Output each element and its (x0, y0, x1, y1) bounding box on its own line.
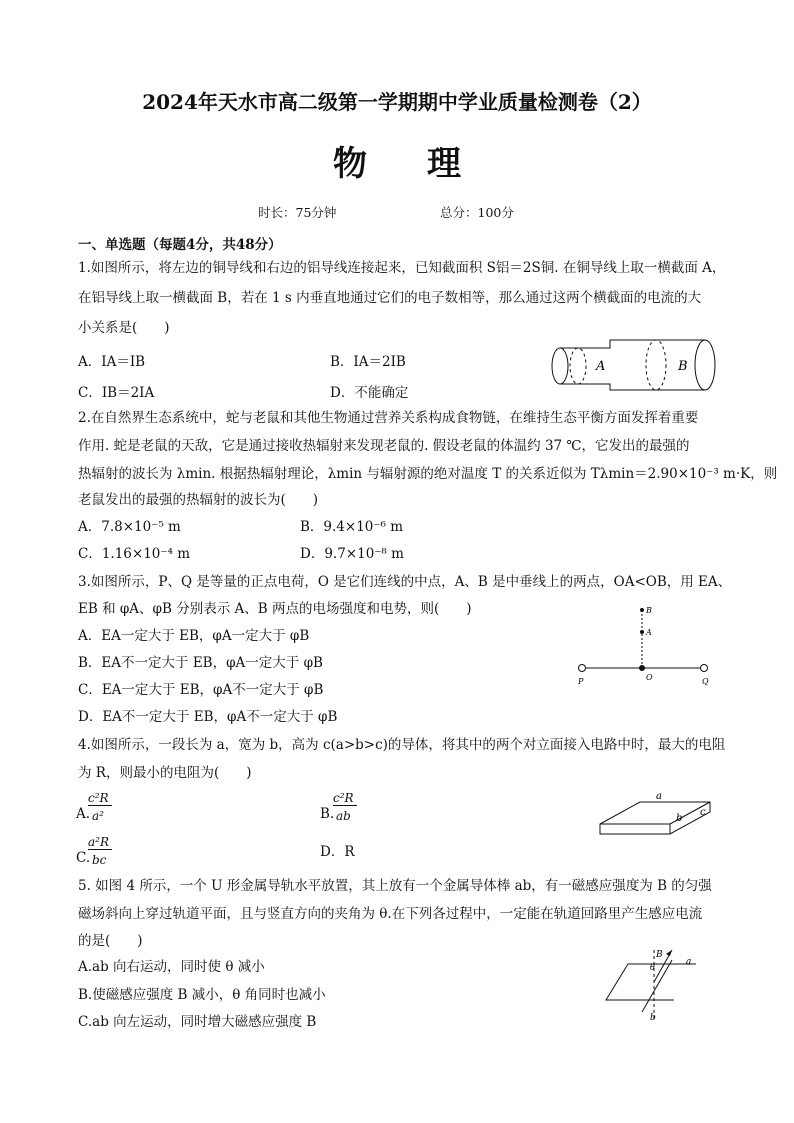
q3-option-c: C．EA一定大于 EB，φA不一定大于 φB (78, 682, 324, 698)
q5-fig-label-b-field: B (656, 950, 663, 960)
q1-option-b: B．IA＝2IB (330, 354, 406, 370)
q1-option-c: C．IB＝2IA (78, 385, 155, 401)
q2-option-c: C．1.16×10⁻⁴ m (78, 546, 191, 562)
q2-line4: 老鼠发出的最强的热辐射的波长为( ) (78, 492, 319, 508)
subject-title: 物理 (333, 144, 521, 184)
q4-option-c-denominator: bc (92, 853, 107, 867)
q3-fig-label-a: A (646, 628, 652, 637)
q1-line2: 在铝导线上取一横截面 B，若在 1 s 内垂直地通过它们的电子数相等，那么通过这两个横截面的电流的大 (78, 290, 702, 306)
q4-option-c-numerator: a²R (88, 835, 109, 849)
q4-line2: 为 R，则最小的电阻为( ) (78, 765, 252, 781)
q1-wire-figure (548, 336, 720, 394)
q3-option-d: D．EA不一定大于 EB，φA不一定大于 φB (78, 709, 338, 725)
q4-option-a-denominator: a² (92, 809, 104, 823)
q3-line1: 3.如图所示，P、Q 是等量的正点电荷，O 是它们连线的中点，A、B 是中垂线上的两点，OA<OB，用 EA、 (78, 574, 732, 590)
q1-line1: 1.如图所示，将左边的铜导线和右边的铝导线连接起来，已知截面积 S铝＝2S铜. 在铜导线上取一横截面 A， (78, 260, 726, 276)
q5-line3: 的是( ) (78, 933, 143, 949)
duration: 时长：75分钟 (258, 205, 337, 220)
q5-line1: 5. 如图 4 所示，一个 U 形金属导轨水平放置，其上放有一个金属导体棒 ab，有一磁感应强度为 B 的匀强 (78, 878, 712, 894)
exam-title: 2024年天水市高二级第一学期期中学业质量检测卷（2） (142, 90, 652, 114)
q5-option-b: B.使磁感应强度 B 减小，θ 角同时也减小 (78, 987, 326, 1003)
q5-fig-label-theta: θ (650, 963, 655, 972)
q3-fig-label-o: O (646, 673, 653, 682)
q4-fig-label-a: a (656, 791, 662, 802)
q2-line3: 热辐射的波长为 λmin. 根据热辐射理论，λmin 与辐射源的绝对温度 T 的关系近似为 Tλmin＝2.90×10⁻³ m·K，则 (78, 466, 778, 482)
q4-fig-label-c: c (700, 807, 706, 818)
q2-option-a: A．7.8×10⁻⁵ m (78, 519, 181, 535)
q3-line2: EB 和 φA、φB 分别表示 A、B 两点的电场强度和电势，则( ) (78, 601, 472, 617)
q1-option-a: A．IA＝IB (78, 354, 146, 370)
q1-line3: 小关系是( ) (78, 320, 170, 336)
total-score: 总分：100分 (440, 205, 514, 220)
q4-block-figure (596, 790, 716, 842)
q2-option-b: B．9.4×10⁻⁶ m (300, 519, 404, 535)
q5-option-a: A.ab 向右运动，同时使 θ 减小 (78, 959, 265, 975)
q1-option-d: D．不能确定 (330, 385, 409, 401)
q4-option-c-prefix: C. (76, 850, 91, 866)
q5-rail-figure (600, 944, 710, 1026)
q4-option-b-numerator: c²R (333, 791, 354, 805)
q5-fig-label-a: a (686, 957, 692, 967)
q4-fig-label-b: b (676, 813, 683, 824)
q4-option-a-prefix: A. (76, 806, 91, 822)
q4-option-a-numerator: c²R (88, 791, 109, 805)
q3-option-a: A．EA一定大于 EB，φA一定大于 φB (78, 628, 310, 644)
q1-fig-label-b: B (678, 359, 688, 374)
section-heading: 一、单选题（每题4分，共48分） (78, 237, 282, 253)
q2-line1: 2.在自然界生态系统中，蛇与老鼠和其他生物通过营养关系构成食物链，在维持生态平衡方面发挥着重要 (78, 410, 699, 426)
q2-option-d: D．9.7×10⁻⁸ m (300, 546, 404, 562)
q4-option-b-prefix: B. (320, 806, 335, 822)
q3-fig-label-b: B (646, 606, 652, 615)
q2-line2: 作用. 蛇是老鼠的天敌，它是通过接收热辐射来发现老鼠的. 假设老鼠的体温约 37 ℃，它发出的最强的 (78, 438, 690, 454)
q5-fig-label-b: b (650, 1013, 656, 1023)
q5-line2: 磁场斜向上穿过轨道平面，且与竖直方向的夹角为 θ.在下列各过程中，一定能在轨道回路里产生感应电流 (78, 906, 703, 922)
q4-line1: 4.如图所示，一段长为 a，宽为 b，高为 c(a>b>c)的导体，将其中的两个对立面接入电路中时，最大的电阻 (78, 737, 726, 753)
q3-fig-label-q: Q (702, 677, 709, 686)
q4-option-d: D．R (320, 844, 355, 860)
q5-option-c: C.ab 向左运动，同时增大磁感应强度 B (78, 1014, 317, 1030)
q3-fig-label-p: P (578, 677, 584, 686)
q3-option-b: B．EA不一定大于 EB，φA一定大于 φB (78, 655, 323, 671)
q4-option-b-denominator: ab (336, 809, 351, 823)
q3-charge-figure (570, 604, 720, 688)
q1-fig-label-a: A (596, 359, 606, 374)
